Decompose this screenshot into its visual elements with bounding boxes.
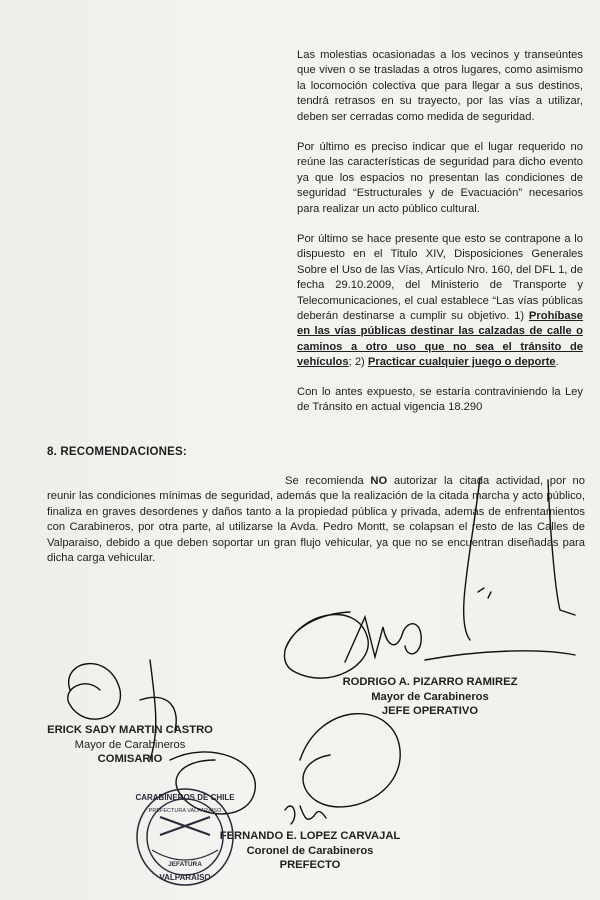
signer-name: ERICK SADY MARTIN CASTRO <box>47 724 213 736</box>
stamp-ribbon-text: JEFATURA <box>168 861 202 868</box>
rec-bold-no: NO <box>370 475 388 487</box>
signer-rank: Coronel de Carabineros <box>246 844 374 857</box>
stamp-inner-text: PREFECTURA VALPARAISO <box>148 808 222 814</box>
paragraph-text: Por último se hace presente que esto se contrapone a lo dispuesto en el Titulo XIV, Disposiciones Generales Sobre el Uso de las Vías, Artículo Nro. 160, del DFL 1, de fecha 29.10.2009, del Ministerio de Transporte y Telecomunicaciones, el cual establece “Las vías públicas deberán destinarse a cumplir su objetivo. 1) <box>297 233 583 323</box>
signer-name: FERNANDO E. LOPEZ CARVAJAL <box>219 830 401 842</box>
signature-lopez <box>300 714 400 807</box>
signature-block-prefecto <box>200 829 420 873</box>
recommendation-paragraph <box>47 474 585 566</box>
rec-text: Se recomienda <box>285 475 364 487</box>
bold-practicar: Practicar cualquier juego o deporte <box>367 356 556 369</box>
paragraph-text: . <box>555 356 559 369</box>
paragraph-lugar-requerido: Por último es preciso indicar que el lugar requerido no reúne las características de seguridad para dicho evento ya que los espacios no presentan las condiciones de seguridad “Estructurales y de Evacuación” necesarios para realizar un acto público cultural. <box>297 141 583 215</box>
signer-name: RODRIGO A. PIZARRO RAMIREZ <box>342 676 518 688</box>
section-title: 8. RECOMENDACIONES: <box>47 446 187 458</box>
signature-lopez-initials <box>285 806 326 824</box>
signature-pizarro <box>284 612 368 678</box>
stamp-outer-text: CARABINEROS DE CHILE <box>135 793 235 802</box>
signature-martin <box>68 664 121 720</box>
signature-pizarro <box>345 617 421 662</box>
paragraph-titulo-xiv <box>297 232 583 371</box>
signer-rank: Mayor de Carabineros <box>74 738 186 751</box>
signature-pizarro-underline <box>425 651 575 660</box>
paragraph-molestias: Las molestias ocasionadas a los vecinos y transeúntes que viven o se trasladas a otros lugares, como asimismo la locomoción colectiva que para llegar a sus destinos, tendrá retrasos en su trayecto, por las vías a utilizar, deben ser cerradas como medida de seguridad. <box>297 49 583 123</box>
signer-rank: Mayor de Carabineros <box>371 690 489 703</box>
signer-role: COMISARIO <box>97 753 163 765</box>
paragraph-text: ; 2) <box>348 356 365 369</box>
signature-block-operativo <box>320 675 540 719</box>
signer-role: JEFE OPERATIVO <box>381 705 479 717</box>
signature-block-comisario <box>30 723 230 767</box>
stamp-bottom-text: VALPARAISO <box>159 873 211 882</box>
paragraph-ley-transito: Con lo antes expuesto, se estaría contraviniendo la Ley de Tránsito en actual vigencia 18.290 <box>297 386 583 414</box>
rec-text: autorizar la citada actividad, por no reunir las condiciones mínimas de seguridad, además que la realización de la citada marcha y acto público, finaliza en graves desordenes y daños tanto a la propiedad pública y privada, además de enfrentamientos con Carabineros, por otra parte, al utilizarse la Avda. Pedro Montt, se colapsan el resto de las Calles de Valparaiso, debido a que deben soportar un gran flujo vehicular, ya que no se encuentran diseñadas para dicha carga vehicular. <box>47 475 585 565</box>
signer-role: PREFECTO <box>279 859 341 871</box>
pen-stroke <box>478 588 491 598</box>
bold-prohibase: Prohíbase en las vías públicas destinar las calzadas de calle o caminos a otro uso que no sea el tránsito de vehículos <box>297 310 584 369</box>
